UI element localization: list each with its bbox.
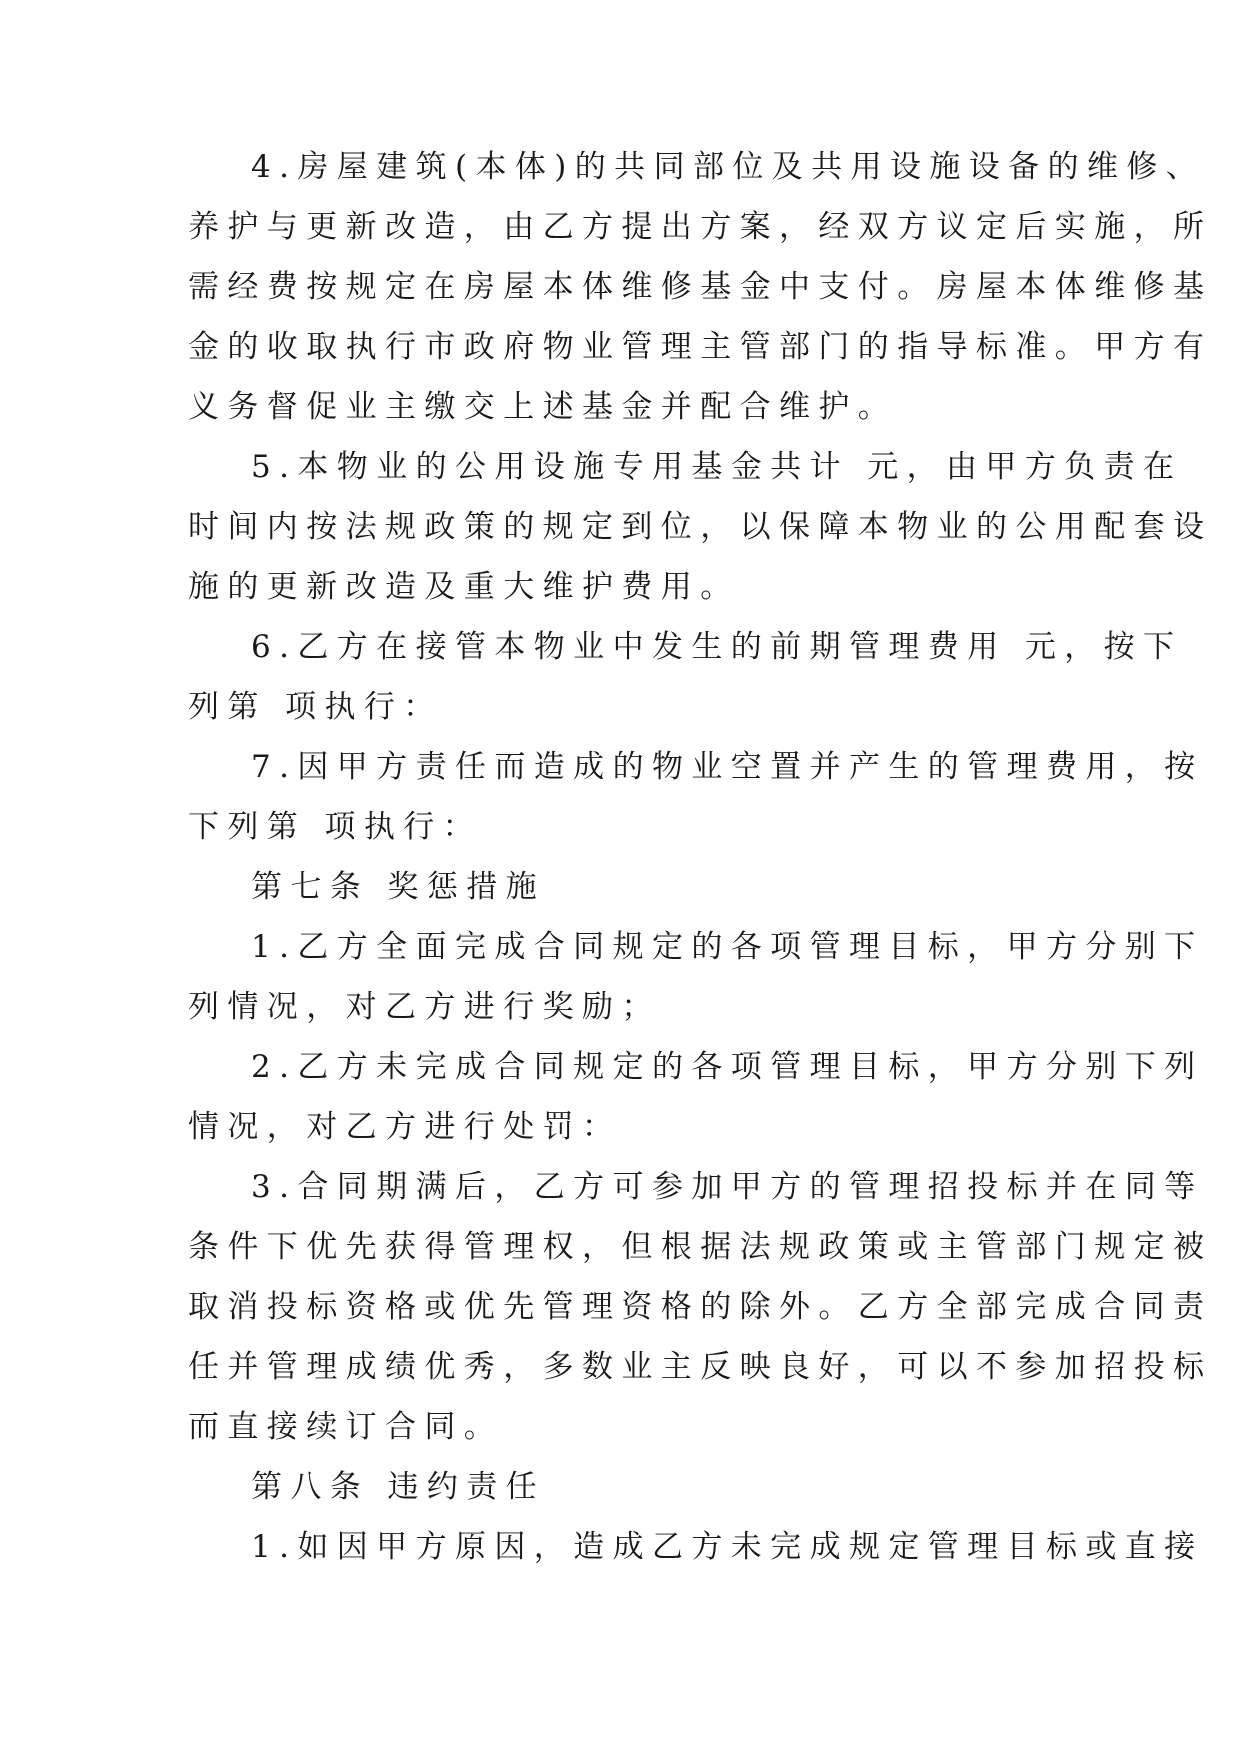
- text-line: 列第 项执行：: [188, 689, 443, 725]
- text-line: 3.合同期满后，乙方可参加甲方的管理招投标并在同等: [251, 1169, 1204, 1205]
- text-line: 任并管理成绩优秀，多数业主反映良好，可以不参加招投标: [188, 1349, 1213, 1385]
- text-line: 义务督促业主缴交上述基金并配合维护。: [188, 389, 898, 425]
- text-line: 1.如因甲方原因，造成乙方未完成规定管理目标或直接: [251, 1529, 1204, 1565]
- text-line: 情况，对乙方进行处罚：: [188, 1109, 622, 1145]
- text-line: 金的收取执行市政府物业管理主管部门的指导标准。甲方有: [188, 329, 1213, 365]
- section-heading: 第七条 奖惩措施: [251, 869, 546, 905]
- section-heading: 第八条 违约责任: [251, 1469, 546, 1505]
- text-line: 1.乙方全面完成合同规定的各项管理目标，甲方分别下: [251, 929, 1204, 965]
- text-line: 养护与更新改造，由乙方提出方案，经双方议定后实施，所: [188, 209, 1213, 245]
- text-line: 取消投标资格或优先管理资格的除外。乙方全部完成合同责: [188, 1289, 1213, 1325]
- text-line: 列情况，对乙方进行奖励；: [188, 989, 661, 1025]
- text-line: 下列第 项执行：: [188, 809, 483, 845]
- text-line: 4.房屋建筑(本体)的共同部位及共用设施设备的维修、: [251, 149, 1206, 185]
- text-line: 需经费按规定在房屋本体维修基金中支付。房屋本体维修基: [188, 269, 1213, 305]
- text-line: 2.乙方未完成合同规定的各项管理目标，甲方分别下列: [251, 1049, 1204, 1085]
- text-line: 施的更新改造及重大维护费用。: [188, 569, 740, 605]
- text-line: 条件下优先获得管理权，但根据法规政策或主管部门规定被: [188, 1229, 1213, 1265]
- text-line: 5.本物业的公用设施专用基金共计 元，由甲方负责在: [251, 449, 1183, 485]
- text-line: 7.因甲方责任而造成的物业空置并产生的管理费用，按: [251, 749, 1204, 785]
- text-line: 6.乙方在接管本物业中发生的前期管理费用 元，按下: [251, 629, 1183, 665]
- text-line: 时间内按法规政策的规定到位，以保障本物业的公用配套设: [188, 509, 1213, 545]
- text-line: 而直接续订合同。: [188, 1409, 504, 1445]
